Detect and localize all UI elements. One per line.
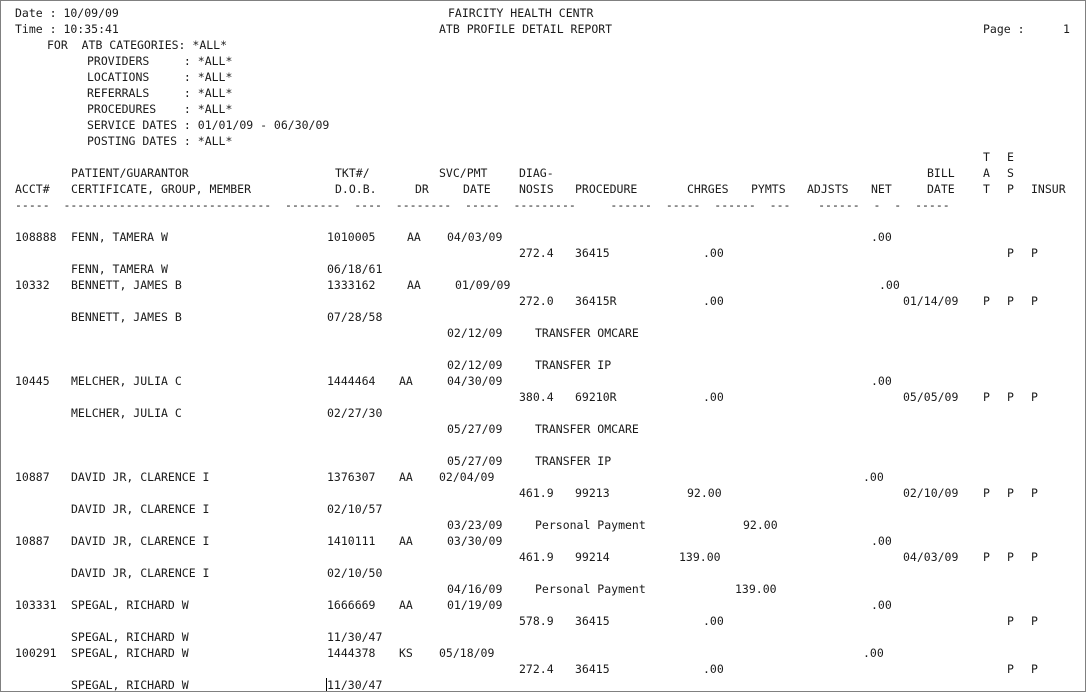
row-acct: 10332 xyxy=(15,278,50,292)
facility-name: FAIRCITY HEALTH CENTR xyxy=(448,6,594,20)
posting-date: 04/16/09 xyxy=(447,582,503,596)
row-svc-date: 03/30/09 xyxy=(447,534,503,548)
row-svc-date: 04/03/09 xyxy=(447,230,503,244)
row-ticket: 1444464 xyxy=(327,374,376,388)
row-bill-date: 05/05/09 xyxy=(903,390,959,404)
col-dob: D.O.B. xyxy=(335,182,377,196)
row-insur: P xyxy=(1031,486,1038,500)
row-charges: .00 xyxy=(703,294,724,308)
row-acct: 10887 xyxy=(15,470,50,484)
row-flag-t: P xyxy=(983,550,990,564)
posting-amount: 92.00 xyxy=(743,518,778,532)
row-net: .00 xyxy=(871,598,892,612)
col-date: DATE xyxy=(463,182,491,196)
col-svc-pmt: SVC/PMT xyxy=(439,166,488,180)
col-chrges: CHRGES xyxy=(687,182,729,196)
col-tas-t: T xyxy=(983,150,990,164)
row-procedure: 36415 xyxy=(575,662,610,676)
row-dob: 02/27/30 xyxy=(327,406,383,420)
posting-date: 02/12/09 xyxy=(447,326,503,340)
row-net: .00 xyxy=(871,230,892,244)
col-insur: INSUR xyxy=(1031,182,1066,196)
posting-description: TRANSFER IP xyxy=(535,454,612,468)
page-number: 1 xyxy=(1063,22,1070,36)
row-dr: AA xyxy=(399,374,413,388)
row-insur: P xyxy=(1031,246,1038,260)
col-adjsts: ADJSTS xyxy=(807,182,849,196)
col-diag: DIAG- xyxy=(519,166,554,180)
row-flag-e: P xyxy=(1007,614,1014,628)
report-title: ATB PROFILE DETAIL REPORT xyxy=(439,22,613,36)
filter-procedures: PROCEDURES : *ALL* xyxy=(87,102,233,116)
row-acct: 100291 xyxy=(15,646,57,660)
col-tas-t2: T xyxy=(983,182,990,196)
row-svc-date: 05/18/09 xyxy=(439,646,495,660)
report-date: Date : 10/09/09 xyxy=(15,6,119,20)
filter-referrals: REFERRALS : *ALL* xyxy=(87,86,233,100)
page-label: Page : xyxy=(983,22,1025,36)
row-diag: 272.4 xyxy=(519,246,554,260)
row-ticket: 1666669 xyxy=(327,598,376,612)
header-divider: ----- ------------------------------ -------- ---- -------- ----- --------- ------ ----- ------ --- ------ - - ----- xyxy=(15,198,950,212)
row-guarantor: BENNETT, JAMES B xyxy=(71,310,182,324)
posting-amount: 139.00 xyxy=(735,582,777,596)
row-diag: 578.9 xyxy=(519,614,554,628)
row-diag: 272.0 xyxy=(519,294,554,308)
row-bill-date: 04/03/09 xyxy=(903,550,959,564)
row-ticket: 1333162 xyxy=(327,278,376,292)
row-guarantor: SPEGAL, RICHARD W xyxy=(71,630,189,644)
row-ticket: 1444378 xyxy=(327,646,376,660)
row-flag-e: P xyxy=(1007,486,1014,500)
row-dr: AA xyxy=(407,278,421,292)
row-insur: P xyxy=(1031,550,1038,564)
posting-date: 05/27/09 xyxy=(447,422,503,436)
row-svc-date: 02/04/09 xyxy=(439,470,495,484)
posting-description: TRANSFER IP xyxy=(535,358,612,372)
row-acct: 108888 xyxy=(15,230,57,244)
row-dob: 02/10/50 xyxy=(327,566,383,580)
row-procedure: 36415 xyxy=(575,246,610,260)
posting-description: TRANSFER OMCARE xyxy=(535,326,639,340)
report-time: Time : 10:35:41 xyxy=(15,22,119,36)
row-diag: 272.4 xyxy=(519,662,554,676)
filter-providers: PROVIDERS : *ALL* xyxy=(87,54,233,68)
row-flag-t: P xyxy=(983,486,990,500)
row-net: .00 xyxy=(871,534,892,548)
row-charges: .00 xyxy=(703,662,724,676)
filter-locations: LOCATIONS : *ALL* xyxy=(87,70,233,84)
row-bill-date: 02/10/09 xyxy=(903,486,959,500)
row-diag: 380.4 xyxy=(519,390,554,404)
row-svc-date: 01/09/09 xyxy=(455,278,511,292)
col-tas-s: S xyxy=(1007,166,1014,180)
row-guarantor: DAVID JR, CLARENCE I xyxy=(71,566,210,580)
row-net: .00 xyxy=(863,646,884,660)
row-guarantor: MELCHER, JULIA C xyxy=(71,406,182,420)
row-procedure: 99214 xyxy=(575,550,610,564)
row-flag-e: P xyxy=(1007,550,1014,564)
col-bill-date: DATE xyxy=(927,182,955,196)
row-patient-name: MELCHER, JULIA C xyxy=(71,374,182,388)
row-patient-name: SPEGAL, RICHARD W xyxy=(71,598,189,612)
col-tas-a: A xyxy=(983,166,990,180)
row-diag: 461.9 xyxy=(519,486,554,500)
row-charges: 139.00 xyxy=(679,550,721,564)
col-patient-guarantor: PATIENT/GUARANTOR xyxy=(71,166,189,180)
filter-atb-categories: FOR ATB CATEGORIES: *ALL* xyxy=(47,38,228,52)
row-patient-name: SPEGAL, RICHARD W xyxy=(71,646,189,660)
row-flag-e: P xyxy=(1007,246,1014,260)
row-flag-t: P xyxy=(983,294,990,308)
row-patient-name: BENNETT, JAMES B xyxy=(71,278,182,292)
row-svc-date: 01/19/09 xyxy=(447,598,503,612)
col-pymts: PYMTS xyxy=(751,182,786,196)
row-dob: 11/30/47 xyxy=(327,630,383,644)
posting-description: TRANSFER OMCARE xyxy=(535,422,639,436)
posting-description: Personal Payment xyxy=(535,582,646,596)
row-charges: .00 xyxy=(703,246,724,260)
row-flag-e: P xyxy=(1007,294,1014,308)
row-procedure: 69210R xyxy=(575,390,617,404)
row-guarantor: SPEGAL, RICHARD W xyxy=(71,678,189,692)
col-acct: ACCT# xyxy=(15,182,50,196)
col-procedure: PROCEDURE xyxy=(575,182,638,196)
row-flag-e: P xyxy=(1007,662,1014,676)
row-dr: AA xyxy=(399,598,413,612)
row-flag-e: P xyxy=(1007,390,1014,404)
row-net: .00 xyxy=(863,470,884,484)
row-insur: P xyxy=(1031,294,1038,308)
row-charges: .00 xyxy=(703,390,724,404)
row-ticket: 1376307 xyxy=(327,470,376,484)
posting-description: Personal Payment xyxy=(535,518,646,532)
row-dob: 02/10/57 xyxy=(327,502,383,516)
row-procedure: 36415 xyxy=(575,614,610,628)
row-ticket: 1410111 xyxy=(327,534,376,548)
posting-date: 03/23/09 xyxy=(447,518,503,532)
row-patient-name: DAVID JR, CLARENCE I xyxy=(71,470,210,484)
row-acct: 10445 xyxy=(15,374,50,388)
col-tkt: TKT#/ xyxy=(335,166,370,180)
row-charges: .00 xyxy=(703,614,724,628)
row-dob: 06/18/61 xyxy=(327,262,383,276)
posting-date: 02/12/09 xyxy=(447,358,503,372)
row-guarantor: DAVID JR, CLARENCE I xyxy=(71,502,210,516)
row-patient-name: DAVID JR, CLARENCE I xyxy=(71,534,210,548)
row-flag-t: P xyxy=(983,390,990,404)
row-insur: P xyxy=(1031,390,1038,404)
filter-posting-dates: POSTING DATES : *ALL* xyxy=(87,134,233,148)
col-net: NET xyxy=(871,182,892,196)
col-tas-e: E xyxy=(1007,150,1014,164)
row-procedure: 99213 xyxy=(575,486,610,500)
row-insur: P xyxy=(1031,662,1038,676)
row-dr: KS xyxy=(399,646,413,660)
row-acct: 103331 xyxy=(15,598,57,612)
row-procedure: 36415R xyxy=(575,294,617,308)
filter-service-dates: SERVICE DATES : 01/01/09 - 06/30/09 xyxy=(87,118,330,132)
row-diag: 461.9 xyxy=(519,550,554,564)
col-certificate: CERTIFICATE, GROUP, MEMBER xyxy=(71,182,252,196)
row-guarantor: FENN, TAMERA W xyxy=(71,262,168,276)
row-dob: 07/28/58 xyxy=(327,310,383,324)
row-ticket: 1010005 xyxy=(327,230,376,244)
row-acct: 10887 xyxy=(15,534,50,548)
row-patient-name: FENN, TAMERA W xyxy=(71,230,168,244)
text-cursor xyxy=(326,678,327,692)
row-dr: AA xyxy=(399,534,413,548)
report-body xyxy=(1,1,1085,691)
row-net: .00 xyxy=(879,278,900,292)
row-svc-date: 04/30/09 xyxy=(447,374,503,388)
col-bill: BILL xyxy=(927,166,955,180)
row-charges: 92.00 xyxy=(687,486,722,500)
row-dr: AA xyxy=(399,470,413,484)
row-dr: AA xyxy=(407,230,421,244)
row-insur: P xyxy=(1031,614,1038,628)
row-net: .00 xyxy=(871,374,892,388)
row-dob: 11/30/47 xyxy=(327,678,383,692)
col-nosis: NOSIS xyxy=(519,182,554,196)
posting-date: 05/27/09 xyxy=(447,454,503,468)
col-dr: DR xyxy=(415,182,429,196)
row-bill-date: 01/14/09 xyxy=(903,294,959,308)
col-tas-p: P xyxy=(1007,182,1014,196)
